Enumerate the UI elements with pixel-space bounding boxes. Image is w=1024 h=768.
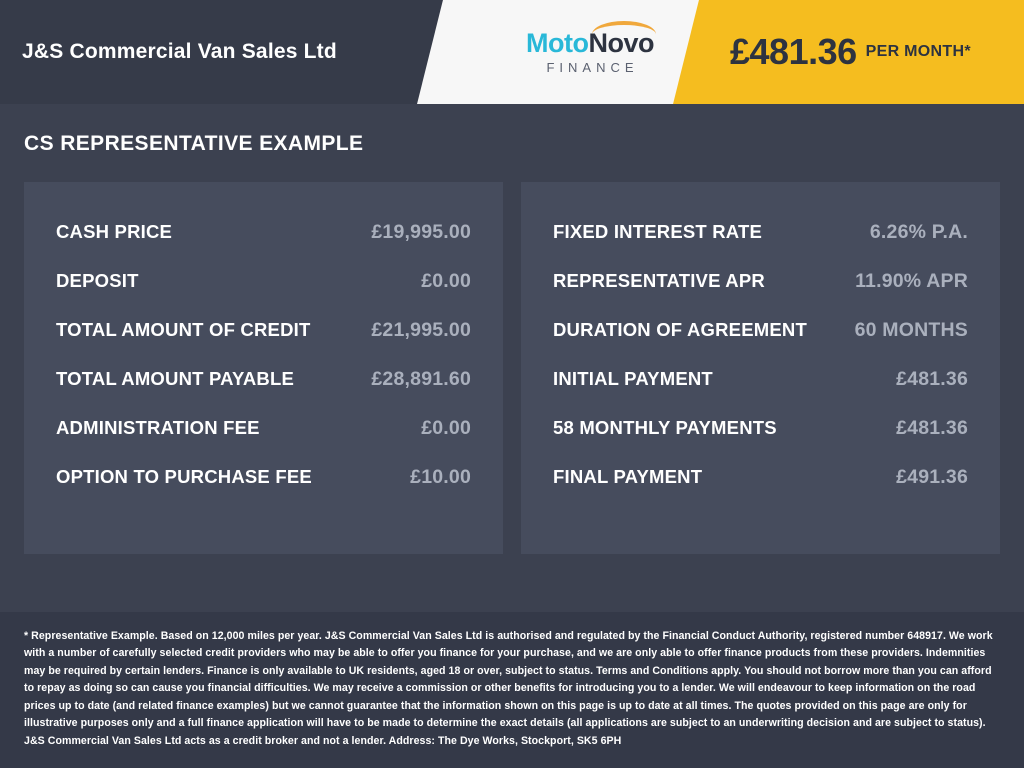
table-row — [54, 355, 473, 404]
logo-subtitle: FINANCE — [546, 60, 639, 75]
row-value: 60 MONTHS — [854, 319, 968, 341]
row-value: £21,995.00 — [371, 319, 471, 341]
figures-panels — [24, 182, 1000, 554]
table-row — [551, 306, 970, 355]
row-label: FINAL PAYMENT — [553, 466, 703, 487]
page-header — [0, 0, 1024, 104]
table-row — [551, 453, 970, 502]
table-row — [54, 257, 473, 306]
right-figures-panel — [521, 182, 1000, 554]
logo-text-novo: Novo — [588, 28, 654, 58]
table-row — [54, 404, 473, 453]
row-value: £19,995.00 — [371, 221, 471, 243]
row-value: £0.00 — [421, 270, 471, 292]
row-value: £491.36 — [896, 466, 968, 488]
table-row — [551, 355, 970, 404]
row-label: 58 MONTHLY PAYMENTS — [553, 417, 777, 438]
row-label: TOTAL AMOUNT OF CREDIT — [56, 319, 311, 340]
motonovo-logo — [455, 0, 725, 104]
row-label: DURATION OF AGREEMENT — [553, 319, 807, 340]
disclaimer-text: * Representative Example. Based on 12,000 miles per year. J&S Commercial Van Sales Ltd is authorised and regulated by the Financial Conduct Authority, registered number 648917. We work with a number of carefully selected credit providers who may be able to offer you finance for your purchase, and we are only able to offer finance products from these providers. Indemnities may be required by certain lenders. Finance is only available to UK residents, aged 18 or over, subject to status. Terms and Conditions apply. You should not borrow more than you can afford to repay as doing so can cause you financial difficulties. We may receive a commission or other benefits for introducing you to a lender. We will endeavour to keep information on the road prices up to date (and related finance examples) but we cannot guarantee that the information shown on this page is up to date at all times. The quotes provided on this page are only for illustrative purposes only and a full finance application will have to be made to determine the exact details (all applications are subject to an underwriting decision and are subject to status). J&S Commercial Van Sales Ltd acts as a credit broker and not a lender. Address: The Dye Works, Stockport, SK5 6PH — [0, 612, 1024, 768]
left-figures-panel — [24, 182, 503, 554]
row-value: £28,891.60 — [371, 368, 471, 390]
monthly-price-block — [730, 0, 1024, 104]
main-content — [0, 104, 1024, 612]
table-row — [54, 453, 473, 502]
row-label: FIXED INTEREST RATE — [553, 221, 763, 242]
logo-text-moto: Moto — [526, 28, 589, 58]
row-value: £481.36 — [896, 368, 968, 390]
monthly-price-suffix: PER MONTH* — [865, 43, 971, 60]
row-label: TOTAL AMOUNT PAYABLE — [56, 368, 295, 389]
row-value: £0.00 — [421, 417, 471, 439]
row-value: 6.26% P.A. — [869, 221, 968, 243]
row-label: ADMINISTRATION FEE — [56, 417, 260, 438]
page-title: CS REPRESENTATIVE EXAMPLE — [24, 132, 364, 155]
table-row — [551, 208, 970, 257]
row-label: INITIAL PAYMENT — [553, 368, 713, 389]
dealer-name: J&S Commercial Van Sales Ltd — [22, 40, 337, 63]
row-value: £481.36 — [896, 417, 968, 439]
row-label: CASH PRICE — [56, 221, 173, 242]
row-value: £10.00 — [410, 466, 471, 488]
table-row — [551, 404, 970, 453]
car-swoosh-icon — [592, 21, 656, 37]
row-value: 11.90% APR — [855, 270, 968, 292]
row-label: OPTION TO PURCHASE FEE — [56, 466, 312, 487]
table-row — [551, 257, 970, 306]
table-row — [54, 208, 473, 257]
monthly-price-amount: £481.36 — [730, 31, 857, 72]
table-row — [54, 306, 473, 355]
row-label: DEPOSIT — [56, 270, 139, 291]
row-label: REPRESENTATIVE APR — [553, 270, 765, 291]
